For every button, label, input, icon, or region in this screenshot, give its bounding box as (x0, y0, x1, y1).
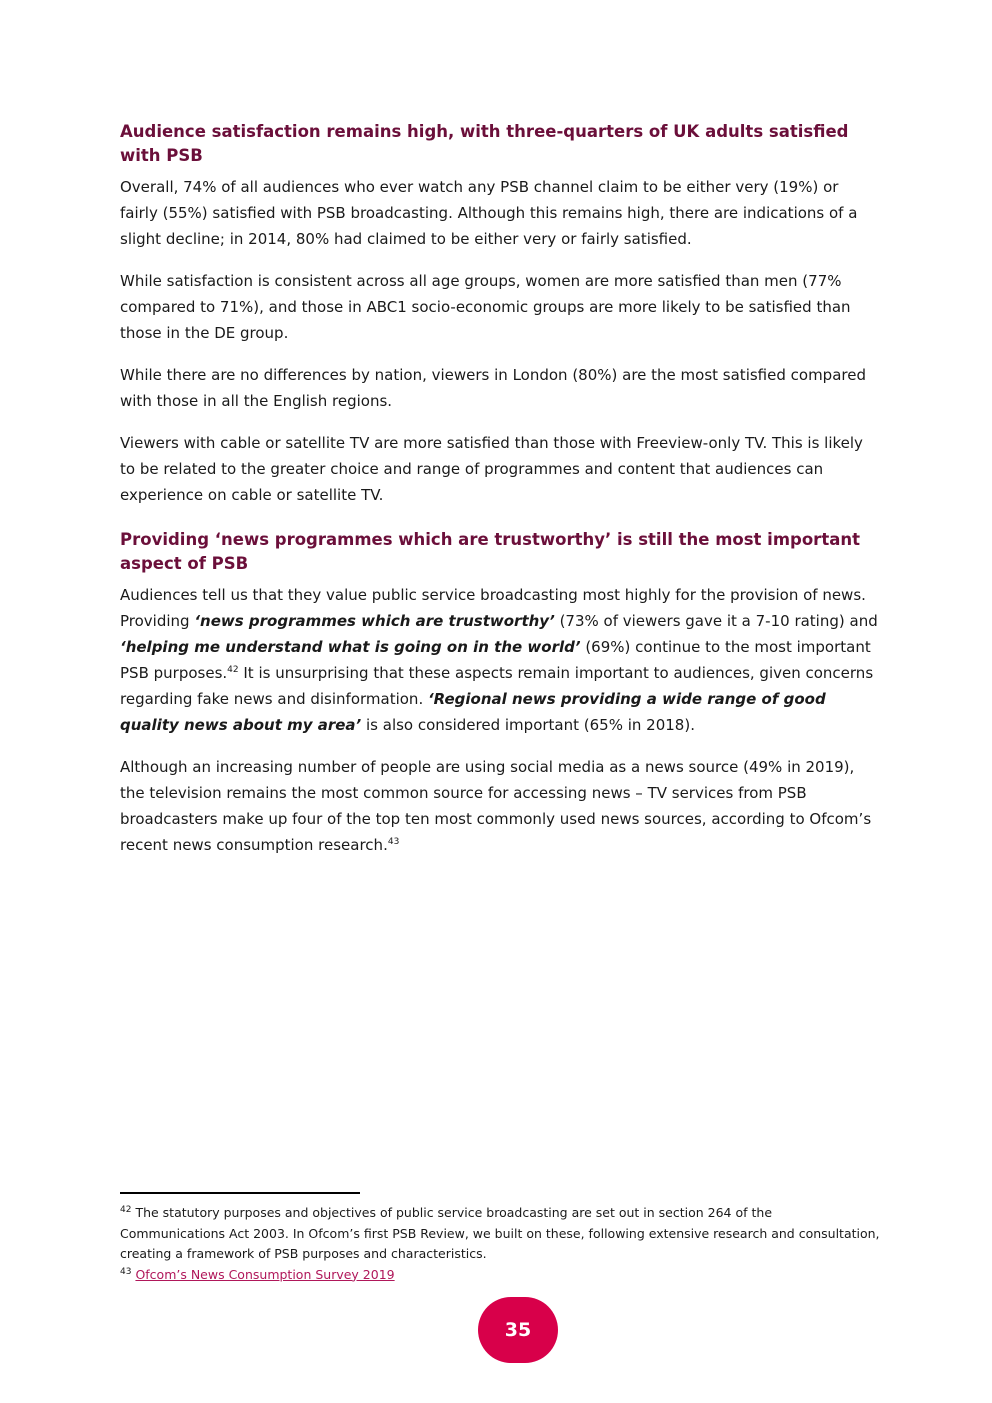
footnote-ref-42[interactable]: 42 (227, 665, 239, 675)
quote-regional-news: ‘Regional news providing a wide range of good quality news about my area’ (120, 690, 826, 734)
paragraph-news-purposes: Audiences tell us that they value public service broadcasting most highly for the provision of news. Providing ‘news programmes which are trustworthy’ (73% of viewers gave it a 7-10 rating) and ‘helping me understand what is going on in the world’ (69%) continue to the most important PSB purposes.$^{42}$ It is unsurprising that these aspects remain important to audiences, given concerns regarding fake news and disinformation. ‘Regional news providing a wide range of good quality news about my area’ is also considered important (65% in 2018). (120, 586, 878, 734)
quote-understand-world: ‘helping me understand what is going on in the world’ (120, 638, 581, 656)
footnotes (120, 1203, 880, 1285)
news-consumption-survey-link[interactable]: Ofcom’s News Consumption Survey 2019 (135, 1266, 395, 1282)
page-number-badge: 35 (478, 1297, 558, 1363)
footnote-ref-43[interactable]: 43 (387, 837, 400, 847)
paragraph: While satisfaction is consistent across all age groups, women are more satisfied than men (77% compared to 71%), and those in ABC1 socio-economic groups are more likely to be satisfied than those in the DE group. (120, 272, 851, 342)
footnote-42: $^{42}$ The statutory purposes and objectives of public service broadcasting are set out in section 264 of the Communications Act 2003. In Ofcom’s first PSB Review, we built on these, following extensive research and consultation, creating a framework of PSB purposes and characteristics. (120, 1204, 880, 1261)
paragraph: Viewers with cable or satellite TV are more satisfied than those with Freeview-only TV. This is likely to be related to the greater choice and range of programmes and content that audiences can experience on cable or satellite TV. (120, 434, 863, 504)
section-heading-news: Providing ‘news programmes which are trustworthy’ is still the most important aspect of PSB (120, 530, 860, 573)
quote-trustworthy-news: ‘news programmes which are trustworthy’ (194, 612, 555, 630)
paragraph-news-sources: Although an increasing number of people are using social media as a news source (49% in 2019), the television remains the most common source for accessing news – TV services from PSB broadcasters make up four of the top ten most commonly used news sources, according to Ofcom’s recent news consumption research.$^{43}$ (120, 758, 872, 854)
footnote-43: $^{43}$ Ofcom’s News Consumption Survey 2019 (120, 1266, 395, 1282)
paragraph: Overall, 74% of all audiences who ever watch any PSB channel claim to be either very (19%) or fairly (55%) satisfied with PSB broadcasting. Although this remains high, there are indications of a slight decline; in 2014, 80% had claimed to be either very or fairly satisfied. (120, 178, 858, 248)
main-content (120, 120, 880, 874)
footnote-divider (120, 1192, 360, 1194)
section-heading-satisfaction: Audience satisfaction remains high, with three-quarters of UK adults satisfied with PSB (120, 122, 849, 165)
paragraph: While there are no differences by nation, viewers in London (80%) are the most satisfied compared with those in all the English regions. (120, 366, 866, 410)
